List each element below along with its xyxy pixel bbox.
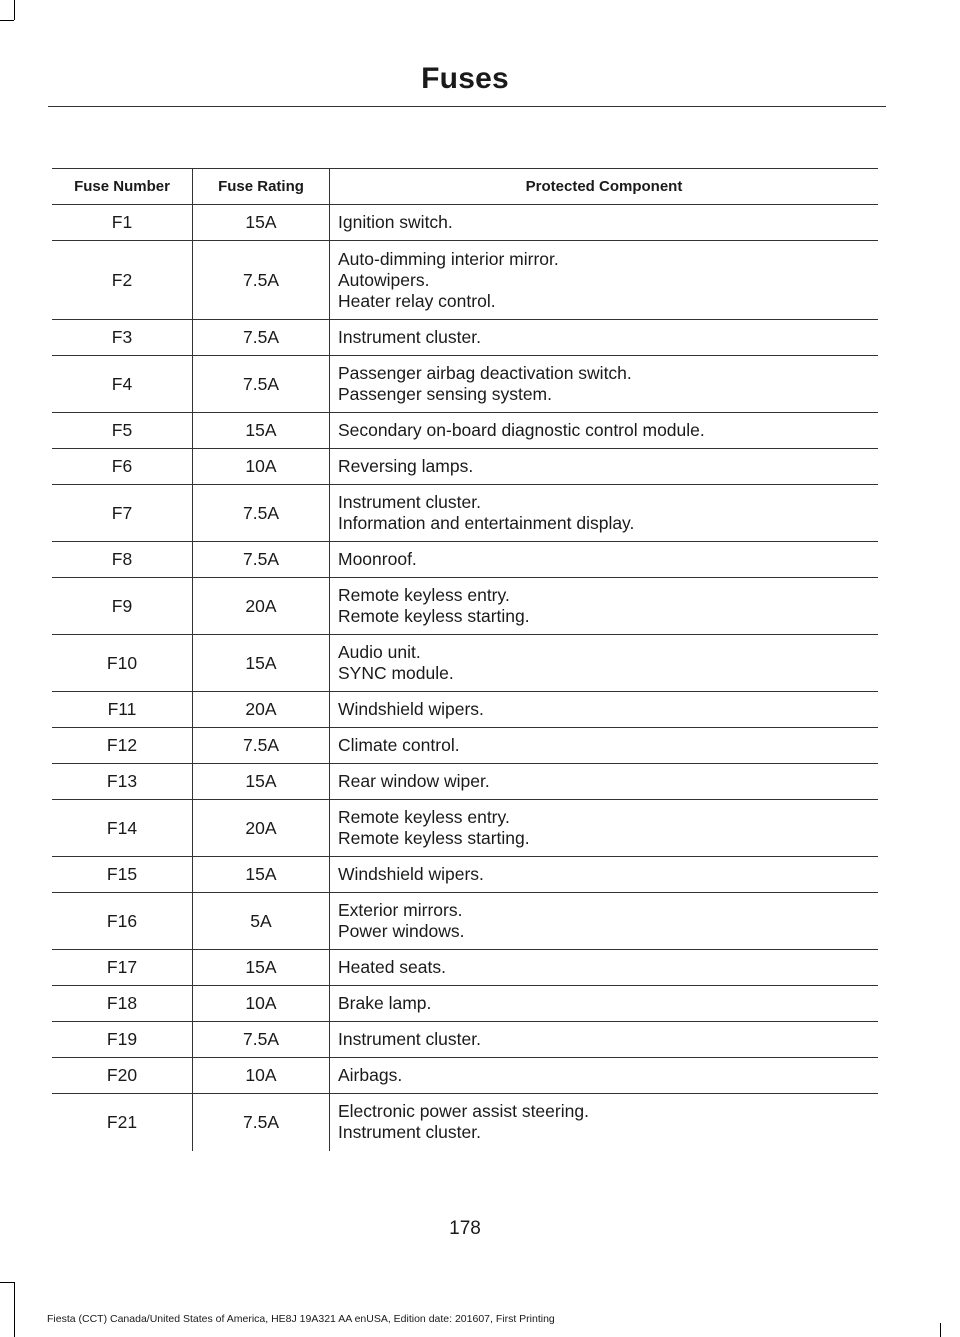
fuse-rating-cell: 15A — [193, 635, 330, 692]
fuse-rating-cell: 7.5A — [193, 728, 330, 764]
table-row — [52, 578, 878, 635]
table-row — [52, 413, 878, 449]
fuse-number-cell: F11 — [52, 692, 193, 728]
column-header-fuse-rating: Fuse Rating — [193, 169, 330, 205]
table-row — [52, 205, 878, 241]
table-row — [52, 485, 878, 542]
protected-component-cell — [330, 857, 879, 893]
fuse-number-cell: F16 — [52, 893, 193, 950]
fuse-rating-cell: 7.5A — [193, 485, 330, 542]
fuse-number-cell: F20 — [52, 1058, 193, 1094]
protected-component-cell — [330, 1094, 879, 1151]
protected-component-item: Ignition switch. — [338, 212, 453, 232]
fuse-rating-cell: 20A — [193, 692, 330, 728]
protected-component-cell — [330, 205, 879, 241]
protected-component-item: Rear window wiper. — [338, 771, 490, 791]
table-row — [52, 1094, 878, 1151]
crop-mark — [0, 1282, 14, 1283]
protected-component-item: Secondary on-board diagnostic control module. — [338, 420, 705, 440]
protected-component-item: Windshield wipers. — [338, 864, 484, 884]
protected-component-cell — [330, 241, 879, 320]
protected-component-item: Instrument cluster. — [338, 492, 481, 512]
protected-component-item: Remote keyless entry. — [338, 585, 510, 605]
crop-mark — [940, 1323, 941, 1337]
crop-mark — [14, 0, 15, 20]
fuse-table — [52, 168, 878, 1151]
fuse-rating-cell: 20A — [193, 800, 330, 857]
table-row — [52, 950, 878, 986]
page-number: 178 — [449, 1218, 481, 1239]
protected-component-item: Airbags. — [338, 1065, 403, 1085]
fuse-rating-cell: 7.5A — [193, 241, 330, 320]
fuse-rating-cell: 15A — [193, 413, 330, 449]
protected-component-item: Passenger airbag deactivation switch. — [338, 363, 632, 383]
protected-component-cell — [330, 449, 879, 485]
protected-component-item: Windshield wipers. — [338, 699, 484, 719]
column-header-protected-component: Protected Component — [330, 169, 879, 205]
fuse-number-cell: F2 — [52, 241, 193, 320]
table-row — [52, 1058, 878, 1094]
protected-component-cell — [330, 764, 879, 800]
fuse-number-cell: F15 — [52, 857, 193, 893]
protected-component-item: Auto-dimming interior mirror. — [338, 248, 559, 269]
protected-component-item: Remote keyless entry. — [338, 807, 510, 827]
fuse-number-cell: F8 — [52, 542, 193, 578]
fuse-number-cell: F12 — [52, 728, 193, 764]
protected-component-cell — [330, 728, 879, 764]
protected-component-item: Audio unit. — [338, 642, 421, 662]
table-row — [52, 635, 878, 692]
protected-component-item: Autowipers. — [338, 269, 430, 290]
fuse-rating-cell: 15A — [193, 950, 330, 986]
fuse-rating-cell: 10A — [193, 449, 330, 485]
table-row — [52, 800, 878, 857]
protected-component-item: Electronic power assist steering. — [338, 1101, 589, 1122]
crop-mark — [0, 20, 14, 21]
fuse-number-cell: F21 — [106, 1111, 138, 1132]
fuse-number-cell: F14 — [52, 800, 193, 857]
fuse-number-cell: F5 — [52, 413, 193, 449]
protected-component-item: Instrument cluster. — [338, 327, 481, 347]
protected-component-item: Exterior mirrors. — [338, 900, 463, 920]
protected-component-item: Climate control. — [338, 735, 460, 755]
protected-component-cell — [330, 578, 879, 635]
protected-component-item: Heater relay control. — [338, 290, 496, 311]
fuse-number-cell: F18 — [52, 986, 193, 1022]
fuse-number-cell: F1 — [52, 205, 193, 241]
fuse-number-cell: F6 — [52, 449, 193, 485]
fuse-number-cell: F7 — [52, 485, 193, 542]
protected-component-item: Instrument cluster. — [338, 1029, 481, 1049]
protected-component-cell — [330, 356, 879, 413]
protected-component-cell — [330, 1022, 879, 1058]
table-row — [52, 1022, 878, 1058]
crop-mark — [14, 1282, 15, 1337]
table-row — [52, 542, 878, 578]
protected-component-item: Remote keyless starting. — [338, 606, 530, 626]
table-row — [52, 728, 878, 764]
protected-component-cell — [330, 950, 879, 986]
protected-component-cell — [330, 893, 879, 950]
protected-component-cell — [330, 635, 879, 692]
protected-component-cell — [330, 542, 879, 578]
fuse-rating-cell: 10A — [193, 986, 330, 1022]
column-header-fuse-number: Fuse Number — [52, 169, 193, 205]
protected-component-cell — [330, 692, 879, 728]
protected-component-item: SYNC module. — [338, 663, 454, 683]
fuse-number-cell: F19 — [52, 1022, 193, 1058]
fuse-number-cell: F4 — [52, 356, 193, 413]
protected-component-item: Reversing lamps. — [338, 456, 474, 476]
table-header-row — [52, 169, 878, 205]
protected-component-item: Moonroof. — [338, 549, 417, 569]
protected-component-item: Instrument cluster. — [338, 1122, 481, 1143]
fuse-rating-cell: 10A — [193, 1058, 330, 1094]
fuse-number-cell: F9 — [52, 578, 193, 635]
table-row — [52, 320, 878, 356]
fuse-number-cell: F10 — [52, 635, 193, 692]
fuse-rating-cell: 7.5A — [193, 1094, 330, 1151]
protected-component-cell — [330, 800, 879, 857]
fuse-rating-cell: 15A — [193, 764, 330, 800]
footer-text: Fiesta (CCT) Canada/United States of America, HE8J 19A321 AA enUSA, Edition date: 201607, First Printing — [47, 1313, 555, 1325]
fuse-number-cell: F13 — [52, 764, 193, 800]
fuse-rating-cell: 7.5A — [193, 320, 330, 356]
table-row — [52, 449, 878, 485]
table-row — [52, 241, 878, 320]
table-row — [52, 986, 878, 1022]
fuse-rating-cell: 5A — [193, 893, 330, 950]
protected-component-cell — [330, 413, 879, 449]
fuse-rating-cell: 15A — [193, 857, 330, 893]
protected-component-cell — [330, 485, 879, 542]
fuse-rating-cell: 15A — [193, 205, 330, 241]
fuse-rating-cell: 7.5A — [193, 1022, 330, 1058]
protected-component-item: Brake lamp. — [338, 993, 432, 1013]
fuse-rating-cell: 7.5A — [193, 542, 330, 578]
protected-component-cell — [330, 1058, 879, 1094]
protected-component-cell — [330, 986, 879, 1022]
table-row — [52, 692, 878, 728]
protected-component-item: Remote keyless starting. — [338, 828, 530, 848]
protected-component-item: Heated seats. — [338, 957, 446, 977]
fuse-number-cell: F17 — [52, 950, 193, 986]
page-title: Fuses — [421, 62, 509, 95]
table-row — [52, 857, 878, 893]
protected-component-item: Power windows. — [338, 921, 465, 941]
table-row — [52, 356, 878, 413]
protected-component-cell — [330, 320, 879, 356]
protected-component-item: Passenger sensing system. — [338, 384, 552, 404]
fuse-rating-cell: 7.5A — [193, 356, 330, 413]
title-divider — [48, 106, 886, 107]
table-row — [52, 764, 878, 800]
fuse-number-cell: F3 — [52, 320, 193, 356]
fuse-rating-cell: 20A — [193, 578, 330, 635]
protected-component-item: Information and entertainment display. — [338, 513, 635, 533]
table-row — [52, 893, 878, 950]
